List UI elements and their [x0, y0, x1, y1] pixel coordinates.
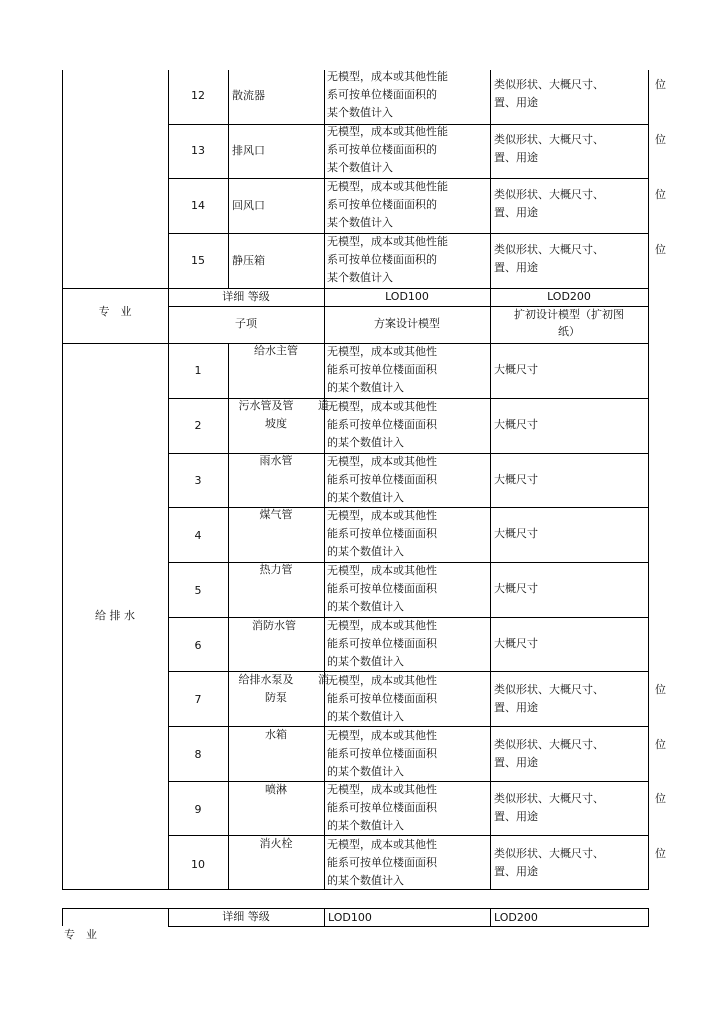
overflow-text: 位: [655, 738, 666, 751]
item-name: 给水主管: [254, 344, 298, 357]
item-name: 热力管: [259, 563, 293, 576]
grid-line: [324, 908, 325, 926]
lod100-description: 无模型，成本或其他性 能系可按单位楼面面积 的某个数值计入: [327, 619, 437, 668]
lod100-description: 无模型，成本或其他性 能系可按单位楼面面积 的某个数值计入: [327, 345, 437, 394]
lod200-description: 类似形状、大概尺寸、 置、用途: [494, 792, 604, 823]
lod100-description: 无模型，成本或其他性 能系可按单位楼面面积 的某个数值计入: [327, 564, 437, 613]
overflow-text: 位: [655, 847, 666, 860]
item-name: 喷淋: [265, 783, 287, 796]
item-name: 煤气管: [259, 508, 293, 521]
row-number: 2: [194, 419, 202, 432]
lod200-description: 大概尺寸: [494, 363, 538, 376]
item-name: 静压箱: [232, 254, 265, 267]
row-number: 6: [194, 639, 202, 652]
row-number: 12: [191, 89, 205, 102]
grid-line: [168, 926, 649, 927]
overflow-text: 位: [655, 133, 666, 146]
grid-line: [324, 343, 325, 889]
row-number: 1: [194, 364, 202, 377]
lod200-model-header: 纸）: [558, 325, 580, 338]
item-name: 排风口: [232, 144, 265, 157]
lod100-model-header: 方案设计模型: [374, 317, 440, 330]
lod100-description: 无模型，成本或其他性 能系可按单位楼面面积 的某个数值计入: [327, 509, 437, 558]
lod200-description: 大概尺寸: [494, 473, 538, 486]
row-number: 15: [191, 254, 205, 267]
grid-line: [648, 70, 649, 288]
lod200-description: 类似形状、大概尺寸、 置、用途: [494, 243, 604, 274]
lod100-description: 无模型，成本或其他性能 系可按单位楼面面积的 某个数值计入: [327, 180, 448, 229]
item-name: 污水管及管: [238, 399, 294, 412]
lod100-description: 无模型，成本或其他性 能系可按单位楼面面积 的某个数值计入: [327, 674, 437, 723]
lod200-description: 类似形状、大概尺寸、 置、用途: [494, 847, 604, 878]
detail-level-header: 详细 等级: [222, 910, 270, 923]
lod100-header: LOD100: [385, 290, 429, 303]
lod200-description: 类似形状、大概尺寸、 置、用途: [494, 683, 604, 714]
row-number: 3: [194, 474, 202, 487]
overflow-text: 位: [655, 188, 666, 201]
specialty-header: 专 业: [98, 305, 132, 318]
item-name: 消火栓: [259, 837, 293, 850]
lod200-description: 大概尺寸: [494, 582, 538, 595]
specialty-header: 专 业: [64, 928, 97, 941]
item-name: 水箱: [265, 728, 287, 741]
item-name: 散流器: [232, 89, 265, 102]
row-number: 7: [194, 693, 202, 706]
lod200-description: 大概尺寸: [494, 418, 538, 431]
lod100-header: LOD100: [328, 911, 372, 924]
item-name: 防泵: [265, 691, 287, 704]
row-number: 8: [194, 748, 202, 761]
overflow-text: 位: [655, 78, 666, 91]
grid-line: [648, 343, 649, 889]
lod100-description: 无模型，成本或其他性能 系可按单位楼面面积的 某个数值计入: [327, 125, 448, 174]
lod100-description: 无模型，成本或其他性 能系可按单位楼面面积 的某个数值计入: [327, 400, 437, 449]
lod200-description: 类似形状、大概尺寸、 置、用途: [494, 133, 604, 164]
lod100-description: 无模型，成本或其他性 能系可按单位楼面面积 的某个数值计入: [327, 783, 437, 832]
lod200-description: 类似形状、大概尺寸、 置、用途: [494, 78, 604, 109]
grid-line: [62, 908, 63, 926]
row-number: 9: [194, 803, 202, 816]
lod200-header: LOD200: [547, 290, 591, 303]
lod100-description: 无模型，成本或其他性 能系可按单位楼面面积 的某个数值计入: [327, 838, 437, 887]
row-number: 13: [191, 144, 205, 157]
grid-line: [228, 70, 229, 288]
grid-line: [648, 288, 649, 344]
grid-line: [490, 70, 491, 288]
grid-line: [490, 908, 491, 926]
lod100-description: 无模型，成本或其他性 能系可按单位楼面面积 的某个数值计入: [327, 729, 437, 778]
overflow-text: 位: [655, 683, 666, 696]
lod100-description: 无模型，成本或其他性 能系可按单位楼面面积 的某个数值计入: [327, 455, 437, 504]
item-name: 坡度: [265, 417, 287, 430]
lod200-description: 大概尺寸: [494, 527, 538, 540]
grid-line: [648, 908, 649, 926]
lod200-description: 类似形状、大概尺寸、 置、用途: [494, 188, 604, 219]
overflow-text: 位: [655, 792, 666, 805]
category-label: 给 排 水: [95, 609, 135, 622]
lod100-description: 无模型，成本或其他性能 系可按单位楼面面积的 某个数值计入: [327, 235, 448, 284]
row-number: 5: [194, 584, 202, 597]
item-name: 消防水管: [252, 619, 296, 632]
lod100-description: 无模型，成本或其他性能 系可按单位楼面面积的 某个数值计入: [327, 70, 448, 119]
overflow-text: 位: [655, 243, 666, 256]
grid-line: [490, 343, 491, 889]
row-number: 4: [194, 529, 202, 542]
item-name-spill: 消: [318, 673, 329, 686]
detail-level-header: 详细 等级: [222, 290, 270, 303]
lod200-description: 大概尺寸: [494, 637, 538, 650]
sub-item-header: 子项: [235, 317, 257, 330]
item-name: 回风口: [232, 199, 265, 212]
lod200-header: LOD200: [494, 911, 538, 924]
row-number: 14: [191, 199, 205, 212]
row-number: 10: [191, 858, 205, 871]
item-name: 给排水泵及: [238, 673, 294, 686]
lod200-model-header: 扩初设计模型（扩初图: [514, 308, 624, 321]
grid-line: [324, 70, 325, 288]
item-name: 雨水管: [259, 454, 293, 467]
lod200-description: 类似形状、大概尺寸、 置、用途: [494, 738, 604, 769]
item-name-spill: 道: [318, 399, 329, 412]
